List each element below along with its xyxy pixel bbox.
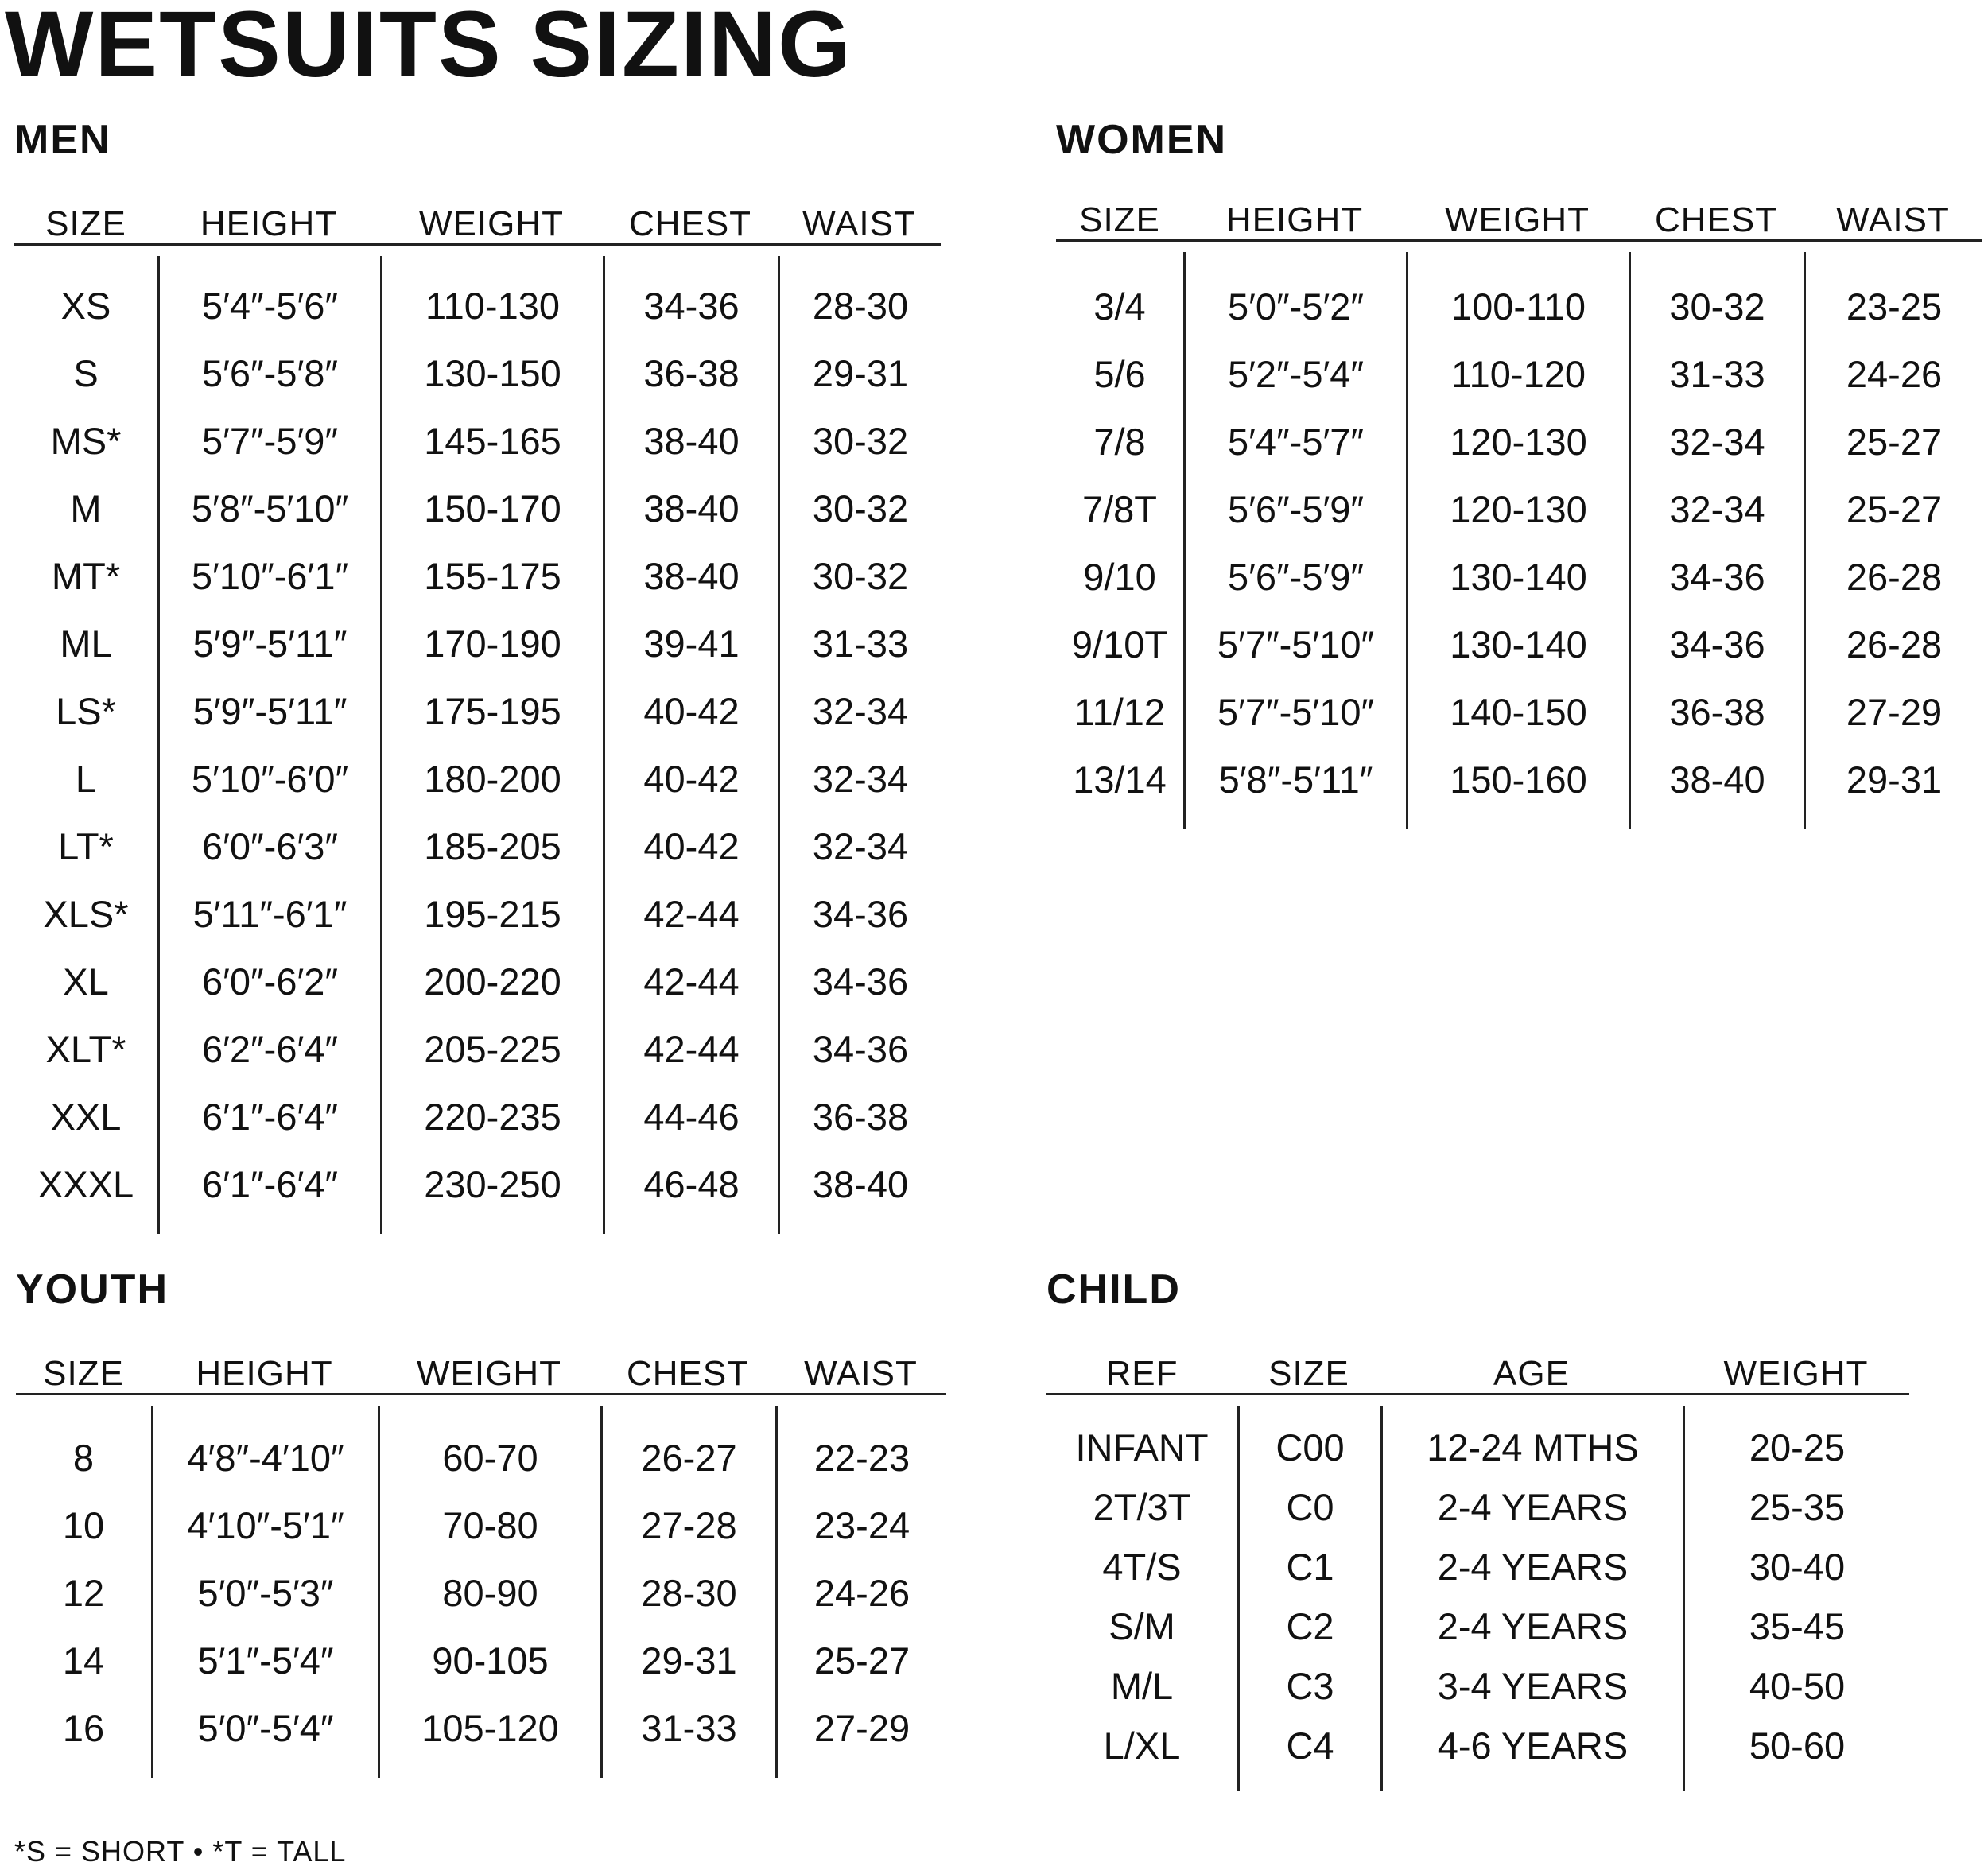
men-cell: 5′10″-6′1″ — [191, 554, 349, 597]
men-cell: 185-205 — [424, 824, 561, 867]
women-cell: 5/6 — [1093, 352, 1146, 395]
youth-column-weight — [378, 1406, 600, 1778]
men-cell: MS* — [50, 419, 122, 462]
women-header-weight: WEIGHT — [1445, 200, 1590, 239]
men-cell: 44-46 — [643, 1095, 740, 1138]
youth-header-chest: CHEST — [626, 1354, 750, 1393]
men-cell: 36-38 — [812, 1095, 909, 1138]
women-cell: 5′8″-5′11″ — [1218, 758, 1373, 801]
women-cell: 5′7″-5′10″ — [1217, 690, 1375, 733]
child-cell: C1 — [1286, 1545, 1334, 1588]
youth-header-weight: WEIGHT — [417, 1354, 561, 1393]
men-cell: 39-41 — [643, 622, 740, 665]
youth-cell: 27-29 — [813, 1706, 911, 1749]
women-cell: 120-130 — [1450, 487, 1587, 530]
women-cell: 5′2″-5′4″ — [1227, 352, 1365, 395]
men-column-height — [157, 256, 380, 1234]
men-cell: 34-36 — [812, 892, 909, 935]
men-cell: 40-42 — [643, 824, 740, 867]
men-cell: 5′6″-5′8″ — [201, 351, 339, 394]
men-cell: 28-30 — [812, 284, 909, 327]
youth-header-size: SIZE — [43, 1354, 124, 1393]
women-cell: 150-160 — [1450, 758, 1587, 801]
men-cell: 46-48 — [643, 1162, 740, 1205]
youth-cell: 24-26 — [813, 1571, 911, 1614]
men-cell: LS* — [56, 689, 116, 732]
child-cell: INFANT — [1075, 1426, 1209, 1468]
footnote: *S = SHORT • *T = TALL — [14, 1835, 347, 1868]
men-cell: 145-165 — [424, 419, 561, 462]
youth-cell: 23-24 — [813, 1503, 911, 1546]
youth-cell: 80-90 — [442, 1571, 538, 1614]
women-cell: 36-38 — [1669, 690, 1765, 733]
youth-cell: 10 — [62, 1503, 105, 1546]
women-cell: 29-31 — [1846, 758, 1943, 801]
women-header-row — [1056, 200, 1982, 242]
men-cell: XLT* — [45, 1027, 126, 1070]
youth-title: YOUTH — [16, 1267, 169, 1313]
youth-column-waist — [775, 1406, 946, 1778]
men-header-chest: CHEST — [628, 204, 752, 243]
child-cell: C4 — [1286, 1724, 1334, 1767]
women-header-size: SIZE — [1079, 200, 1160, 239]
child-title: CHILD — [1046, 1267, 1181, 1313]
youth-header-waist: WAIST — [804, 1354, 918, 1393]
men-cell: 30-32 — [812, 419, 909, 462]
child-cell: 50-60 — [1749, 1724, 1846, 1767]
child-cell: 4T/S — [1102, 1545, 1182, 1588]
men-cell: 38-40 — [643, 419, 740, 462]
men-cell: XXL — [50, 1095, 122, 1138]
child-table-body — [1046, 1406, 1909, 1791]
men-cell: 150-170 — [424, 487, 561, 530]
child-cell: C3 — [1286, 1664, 1334, 1707]
men-cell: 38-40 — [812, 1162, 909, 1205]
men-cell: 40-42 — [643, 689, 740, 732]
youth-cell: 70-80 — [442, 1503, 538, 1546]
women-header-height: HEIGHT — [1225, 200, 1364, 239]
men-column-chest — [603, 256, 778, 1234]
men-cell: 5′4″-5′6″ — [201, 284, 339, 327]
women-cell: 26-28 — [1846, 555, 1943, 598]
child-cell: 40-50 — [1749, 1664, 1846, 1707]
youth-cell: 31-33 — [641, 1706, 737, 1749]
men-cell: 38-40 — [643, 554, 740, 597]
youth-cell: 16 — [62, 1706, 105, 1749]
men-cell: 155-175 — [424, 554, 561, 597]
youth-cell: 22-23 — [813, 1436, 911, 1479]
youth-cell: 5′1″-5′4″ — [197, 1639, 334, 1682]
men-cell: 34-36 — [812, 1027, 909, 1070]
women-cell: 9/10 — [1083, 555, 1156, 598]
youth-column-size — [16, 1406, 151, 1778]
child-cell: 2-4 YEARS — [1437, 1545, 1629, 1588]
women-cell: 130-140 — [1450, 555, 1587, 598]
men-cell: 5′11″-6′1″ — [192, 892, 348, 935]
youth-cell: 90-105 — [432, 1639, 549, 1682]
men-cell: 170-190 — [424, 622, 561, 665]
child-cell: 30-40 — [1749, 1545, 1846, 1588]
men-cell: XLS* — [43, 892, 129, 935]
women-cell: 25-27 — [1846, 487, 1943, 530]
youth-cell: 29-31 — [641, 1639, 737, 1682]
child-cell: 3-4 YEARS — [1437, 1664, 1629, 1707]
men-cell: 29-31 — [812, 351, 909, 394]
men-cell: 5′7″-5′9″ — [201, 419, 339, 462]
men-cell: S — [73, 351, 99, 394]
child-cell: 4-6 YEARS — [1437, 1724, 1629, 1767]
men-header-size: SIZE — [45, 204, 126, 243]
men-cell: 5′9″-5′11″ — [192, 689, 348, 732]
men-cell: 40-42 — [643, 757, 740, 800]
women-cell: 130-140 — [1450, 623, 1587, 665]
women-header-chest: CHEST — [1654, 200, 1778, 239]
men-cell: 34-36 — [643, 284, 740, 327]
men-column-weight — [380, 256, 603, 1234]
youth-cell: 28-30 — [641, 1571, 737, 1614]
women-title: WOMEN — [1056, 117, 1228, 163]
women-cell: 24-26 — [1846, 352, 1943, 395]
women-cell: 7/8 — [1093, 420, 1146, 463]
youth-cell: 12 — [62, 1571, 105, 1614]
child-cell: 20-25 — [1749, 1426, 1846, 1468]
youth-cell: 25-27 — [813, 1639, 911, 1682]
child-cell: 35-45 — [1749, 1604, 1846, 1647]
men-header-waist: WAIST — [802, 204, 916, 243]
men-cell: LT* — [58, 824, 114, 867]
men-cell: 110-130 — [425, 284, 560, 327]
women-column-waist — [1804, 252, 1982, 829]
women-cell: 5′0″-5′2″ — [1227, 285, 1365, 328]
women-cell: 5′7″-5′10″ — [1217, 623, 1375, 665]
youth-cell: 105-120 — [421, 1706, 559, 1749]
men-title: MEN — [14, 117, 111, 163]
women-column-height — [1183, 252, 1406, 829]
women-cell: 110-120 — [1451, 352, 1586, 395]
women-cell: 7/8T — [1081, 487, 1158, 530]
men-cell: 32-34 — [812, 824, 909, 867]
women-cell: 5′6″-5′9″ — [1227, 487, 1365, 530]
men-cell: 36-38 — [643, 351, 740, 394]
women-cell: 30-32 — [1669, 285, 1765, 328]
child-header-row — [1046, 1356, 1909, 1395]
child-cell: 25-35 — [1749, 1485, 1846, 1528]
women-cell: 25-27 — [1846, 420, 1943, 463]
women-cell: 5′6″-5′9″ — [1227, 555, 1365, 598]
youth-column-chest — [600, 1406, 775, 1778]
youth-cell: 5′0″-5′3″ — [197, 1571, 334, 1614]
men-cell: 31-33 — [812, 622, 909, 665]
women-cell: 38-40 — [1669, 758, 1765, 801]
women-cell: 5′4″-5′7″ — [1227, 420, 1365, 463]
men-cell: 220-235 — [424, 1095, 561, 1138]
child-cell: 12-24 MTHS — [1427, 1426, 1639, 1468]
men-cell: 205-225 — [424, 1027, 561, 1070]
child-header-age: AGE — [1493, 1354, 1570, 1393]
child-header-weight: WEIGHT — [1723, 1354, 1869, 1393]
youth-header-height: HEIGHT — [196, 1354, 333, 1393]
child-cell: 2-4 YEARS — [1437, 1604, 1629, 1647]
men-cell: MT* — [51, 554, 121, 597]
men-cell: 30-32 — [812, 487, 909, 530]
women-cell: 34-36 — [1669, 623, 1765, 665]
women-cell: 140-150 — [1450, 690, 1587, 733]
child-column-ref — [1046, 1406, 1237, 1791]
men-cell: L — [75, 757, 97, 800]
women-cell: 3/4 — [1093, 285, 1146, 328]
women-cell: 32-34 — [1669, 420, 1765, 463]
child-cell: S/M — [1109, 1604, 1175, 1647]
youth-column-height — [151, 1406, 378, 1778]
women-column-size — [1056, 252, 1183, 829]
child-column-age — [1380, 1406, 1683, 1791]
men-cell: 200-220 — [424, 960, 561, 1003]
women-cell: 26-28 — [1846, 623, 1943, 665]
women-cell: 34-36 — [1669, 555, 1765, 598]
men-cell: ML — [60, 622, 112, 665]
men-cell: 32-34 — [812, 689, 909, 732]
men-cell: M — [70, 487, 102, 530]
youth-cell: 27-28 — [641, 1503, 737, 1546]
youth-cell: 8 — [72, 1436, 95, 1479]
child-cell: M/L — [1110, 1664, 1174, 1707]
women-cell: 13/14 — [1073, 758, 1167, 801]
women-column-chest — [1629, 252, 1804, 829]
page-title: WETSUITS SIZING — [5, 0, 852, 97]
women-cell: 32-34 — [1669, 487, 1765, 530]
youth-cell: 4′10″-5′1″ — [187, 1503, 344, 1546]
men-cell: 195-215 — [424, 892, 561, 935]
men-cell: 5′10″-6′0″ — [191, 757, 349, 800]
men-cell: 230-250 — [424, 1162, 561, 1205]
women-table-body — [1056, 252, 1982, 829]
child-cell: C2 — [1286, 1604, 1334, 1647]
child-header-ref: REF — [1105, 1354, 1178, 1393]
child-header-size: SIZE — [1268, 1354, 1349, 1393]
men-cell: 42-44 — [643, 892, 740, 935]
women-cell: 100-110 — [1451, 285, 1586, 328]
women-cell: 11/12 — [1074, 690, 1166, 733]
men-header-weight: WEIGHT — [419, 204, 564, 243]
men-cell: 32-34 — [812, 757, 909, 800]
youth-header-row — [16, 1356, 946, 1395]
youth-cell: 26-27 — [641, 1436, 737, 1479]
men-cell: XL — [63, 960, 109, 1003]
youth-table-body — [16, 1406, 946, 1778]
men-cell: 34-36 — [812, 960, 909, 1003]
men-cell: 42-44 — [643, 1027, 740, 1070]
women-column-weight — [1406, 252, 1629, 829]
youth-cell: 4′8″-4′10″ — [187, 1436, 344, 1479]
child-cell: C00 — [1276, 1426, 1345, 1468]
men-cell: 5′9″-5′11″ — [192, 622, 348, 665]
men-cell: XS — [60, 284, 111, 327]
men-cell: XXXL — [37, 1162, 134, 1205]
men-cell: 6′0″-6′2″ — [201, 960, 339, 1003]
men-cell: 42-44 — [643, 960, 740, 1003]
women-header-waist: WAIST — [1836, 200, 1950, 239]
men-table-body — [14, 256, 941, 1234]
women-cell: 120-130 — [1450, 420, 1587, 463]
men-cell: 6′2″-6′4″ — [201, 1027, 339, 1070]
women-cell: 27-29 — [1846, 690, 1943, 733]
men-cell: 38-40 — [643, 487, 740, 530]
youth-cell: 14 — [62, 1639, 105, 1682]
men-cell: 180-200 — [424, 757, 561, 800]
women-cell: 23-25 — [1846, 285, 1943, 328]
men-cell: 6′1″-6′4″ — [201, 1162, 339, 1205]
child-column-size — [1237, 1406, 1380, 1791]
men-cell: 6′0″-6′3″ — [201, 824, 339, 867]
child-cell: 2-4 YEARS — [1437, 1485, 1629, 1528]
youth-cell: 60-70 — [442, 1436, 538, 1479]
child-cell: C0 — [1286, 1485, 1334, 1528]
women-cell: 9/10T — [1071, 623, 1168, 665]
men-cell: 130-150 — [424, 351, 561, 394]
men-cell: 30-32 — [812, 554, 909, 597]
men-column-size — [14, 256, 157, 1234]
men-header-row — [14, 204, 941, 246]
men-column-waist — [778, 256, 941, 1234]
child-column-weight — [1683, 1406, 1909, 1791]
women-cell: 31-33 — [1669, 352, 1765, 395]
child-cell: L/XL — [1103, 1724, 1181, 1767]
men-cell: 175-195 — [424, 689, 561, 732]
youth-cell: 5′0″-5′4″ — [197, 1706, 334, 1749]
men-header-height: HEIGHT — [200, 204, 338, 243]
child-cell: 2T/3T — [1093, 1485, 1191, 1528]
men-cell: 6′1″-6′4″ — [201, 1095, 339, 1138]
men-cell: 5′8″-5′10″ — [191, 487, 349, 530]
